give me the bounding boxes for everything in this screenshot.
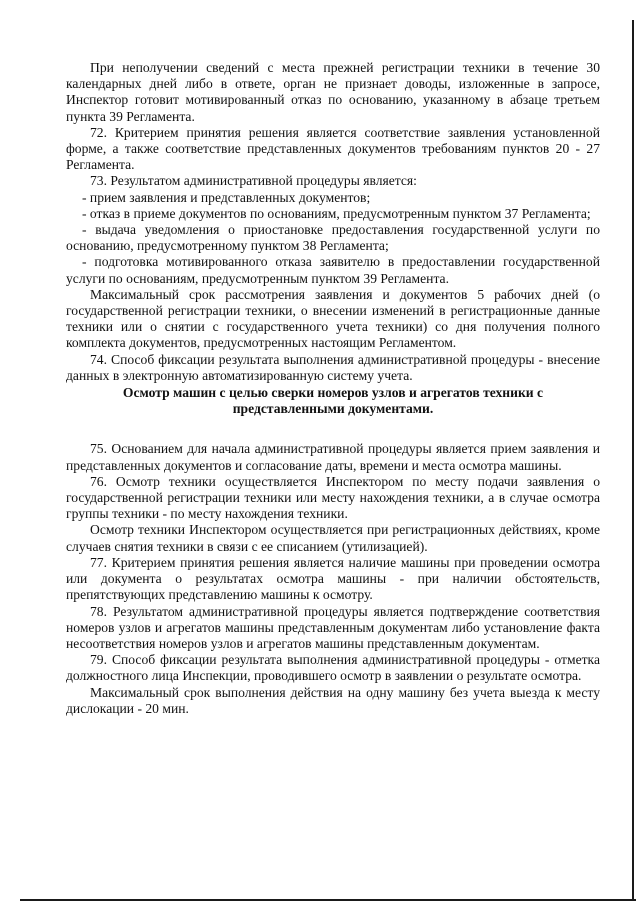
list-item: - прием заявления и представленных документов; (82, 189, 371, 205)
paragraph-74: 74. Способ фиксации результата выполнения административной процедуры - внесение данных в электронную автоматизированную систему учета. (66, 351, 600, 383)
scan-edge-bottom (20, 899, 636, 901)
paragraph-78: 78. Результатом административной процедуры является подтверждение соответствия номеров узлов и агрегатов машины представленным документам либо установление факта несоответствия номеров узлов и агрегатов машины представленным документам. (66, 603, 600, 651)
paragraph-77: 77. Критерием принятия решения является наличие машины при проведении осмотра или документа о результатах осмотра машины - при наличии обстоятельств, препятствующих представлению машины к осмотру. (66, 554, 600, 603)
paragraph-73: 73. Результатом административной процедуры является: (90, 173, 417, 189)
paragraph: Осмотр техники Инспектором осуществляется при регистрационных действиях, кроме случаев снятия техники в связи с ее списанием (утилизацией). (66, 522, 600, 554)
scan-edge-right (632, 20, 634, 900)
section-heading: Осмотр машин с целью сверки номеров узлов и агрегатов техники с представленными документами. (122, 385, 544, 417)
paragraph: Максимальный срок рассмотрения заявления и документов 5 рабочих дней (о государственной регистрации техники, о внесении изменений в регистрационные данные техники или о снятии с государственного учета техники) со дня получения полного комплекта документов, предусмотренных настоящим Регламентом. (66, 286, 600, 351)
paragraph-76: 76. Осмотр техники осуществляется Инспектором по месту подачи заявления о государственной регистрации техники или месту нахождения техники, а в случае осмотра группы техники - по месту нахождения техники. (66, 473, 600, 522)
list-item: - отказ в приеме документов по основаниям, предусмотренным пунктом 37 Регламента; (82, 205, 591, 221)
list-item: - выдача уведомления о приостановке предоставления государственной услуги по основанию, предусмотренному пунктом 38 Регламента; (66, 222, 600, 254)
paragraph-79: 79. Способ фиксации результата выполнения административной процедуры - отметка должностного лица Инспекции, проводившего осмотр в заявлении о результате осмотра. (66, 652, 600, 684)
paragraph: При неполучении сведений с места прежней регистрации техники в течение 30 календарных дней либо в ответе, орган не признает доводы, изложенные в запросе, Инспектор готовит мотивированный отказ по основанию, указанному в абзаце третьем пункта 39 Регламента. (66, 60, 600, 124)
paragraph: Максимальный срок выполнения действия на одну машину без учета выезда к месту дислокации - 20 мин. (66, 684, 600, 716)
paragraph-72: 72. Критерием принятия решения является соответствие заявления установленной форме, а также соответствие представленных документов требованиям пунктов 20 - 27 Регламента. (66, 124, 600, 173)
section-gap (66, 417, 600, 441)
list-item: - подготовка мотивированного отказа заявителю в предоставлении государственной услуги по основаниям, предусмотренным пунктом 39 Регламента. (66, 254, 600, 286)
document-body (66, 60, 600, 717)
paragraph-75: 75. Основанием для начала административной процедуры является прием заявления и представленных документов и согласование даты, времени и места осмотра машины. (66, 441, 600, 473)
